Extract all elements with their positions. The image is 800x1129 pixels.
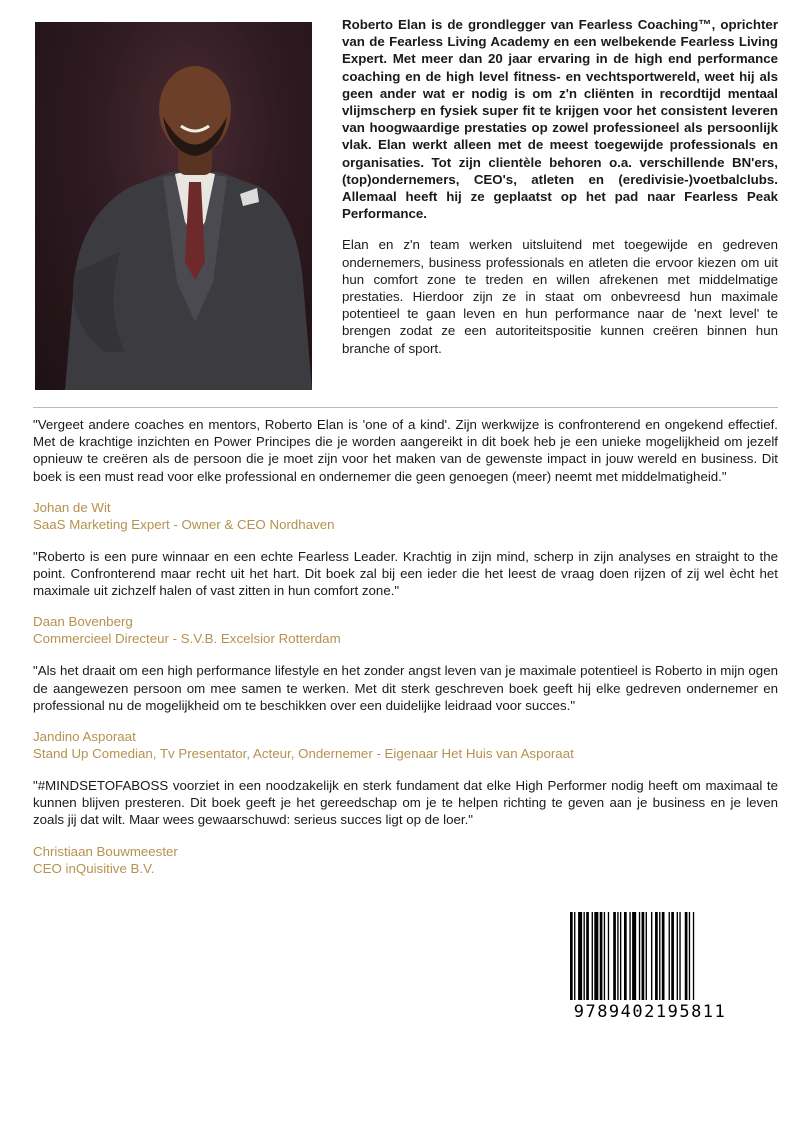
barcode-bar	[632, 912, 636, 1000]
barcode-bar	[671, 912, 674, 1000]
testimonial-author-title: CEO inQuisitive B.V.	[33, 860, 155, 876]
author-portrait-image	[35, 22, 312, 390]
section-divider	[33, 407, 778, 408]
testimonial-quote: "Vergeet andere coaches en mentors, Roberto Elan is 'one of a kind'. Zijn werkwijze is confronterend en ongekend effectief. Met de krachtige inzichten en Power Principes die je worden aangereikt in dit boek heb je een unieke mogelijkheid om jezelf opnieuw te creëren als de persoon die je moet zijn voor het maken van de gewenste impact in jouw wereld en business. Dit boek is een must read voor elke professional en ondernemer die geen genoegen (meer) neemt met middelmatigheid."	[33, 417, 778, 484]
barcode-bar	[629, 912, 630, 1000]
author-photo	[35, 22, 312, 390]
testimonial-author-title: SaaS Marketing Expert - Owner & CEO Nordhaven	[33, 516, 335, 532]
bio-paragraph-1: Roberto Elan is de grondlegger van Fearless Coaching™, oprichter van de Fearless Living Academy en een welbekende Fearless Living Expert. Met meer dan 20 jaar ervaring in de high end performance coaching en de high level fitness- en vechtsportwereld, weet hij als geen ander wat er nodig is om z'n cliënten in recordtijd mentaal vlijmscherp en fysiek super fit te krijgen voor het consistent leveren van hoogwaardige prestaties op zowel professioneel als persoonlijk vlak. Elan werkt alleen met de meest toegewijde professionals en organisaties. Tot zijn clientèle behoren o.a. verschillende BN'ers, (top)ondernemers, CEO's, atleten en (eredivisie-)voetbalclubs. Allemaal heeft hij ze geplaatst op het pad naar Fearless Peak Performance.	[342, 17, 778, 222]
barcode-bar	[685, 912, 688, 1000]
testimonial-author-name: Christiaan Bouwmeester	[33, 843, 178, 859]
testimonial-author-title: Commercieel Directeur - S.V.B. Excelsior Rotterdam	[33, 631, 341, 647]
testimonial-1	[33, 416, 778, 533]
barcode-bar	[592, 912, 593, 1000]
author-bio	[342, 16, 778, 357]
barcode-bar	[662, 912, 665, 1000]
barcode-bar	[659, 912, 660, 1000]
barcode-bar	[693, 912, 694, 1000]
barcode-bar	[669, 912, 670, 1000]
barcode-bar	[679, 912, 680, 1000]
barcode-bar	[584, 912, 585, 1000]
testimonial-author-title: Stand Up Comedian, Tv Presentator, Acteur, Ondernemer - Eigenaar Het Huis van Asporaat	[33, 746, 574, 762]
barcode-bar	[646, 912, 647, 1000]
barcode-bar	[677, 912, 678, 1000]
barcode-bar	[624, 912, 627, 1000]
isbn-number: 9789402195811	[573, 1002, 727, 1022]
barcode-bar	[639, 912, 640, 1000]
barcode-bar	[642, 912, 645, 1000]
testimonial-author-name: Daan Bovenberg	[33, 614, 133, 630]
barcode-bar	[594, 912, 598, 1000]
barcode-bar	[586, 912, 589, 1000]
barcode-bar	[655, 912, 658, 1000]
barcode-bar	[604, 912, 605, 1000]
testimonial-quote: "Als het draait om een high performance lifestyle en het zonder angst leven van je maximale potentieel is Roberto in mijn ogen de aangewezen persoon om mee samen te werken. Met dit sterk geschreven boek geeft hij elke gedreven ondernemer en professional nu de mogelijkheid om te beschikken over een duidelijke leidraad voor succes."	[33, 663, 778, 713]
testimonial-3	[33, 662, 778, 762]
barcode-bar	[651, 912, 652, 1000]
barcode-bars	[566, 912, 734, 1000]
testimonial-2	[33, 548, 778, 648]
barcode-bar	[689, 912, 690, 1000]
testimonial-author-name: Jandino Asporaat	[33, 729, 136, 745]
testimonial-quote: "Roberto is een pure winnaar en een echte Fearless Leader. Krachtig in zijn mind, scherp in zijn analyses en straight to the point. Confronterend maar recht uit het hart. Dit boek zal bij een ieder die het leest de vraag doen rijzen of zij wel ècht het maximale uit zichzelf halen of vast zitten in hun comfort zone."	[33, 548, 778, 599]
barcode-bar	[620, 912, 621, 1000]
testimonial-quote: "#MINDSETOFABOSS voorziet in een noodzakelijk en sterk fundament dat elke High Performer nodig heeft om maximaal te kunnen blijven presteren. Dit boek geeft je het gereedschap om je te helpen richting te geven aan je business en je leven zoals jij dat wilt. Maar wees gewaarschuwd: serieus succes ligt op de loer."	[33, 778, 778, 828]
bio-paragraph-2: Elan en z'n team werken uitsluitend met toegewijde en gedreven ondernemers, business professionals en atleten die ervoor kiezen om uit hun comfort zone te treden en willen afrekenen met middelmatige prestaties. Hierdoor zijn ze in staat om onbevreesd hun maximale potentieel te gaan leven en hun performance naar de 'next level' te brengen zodat ze een autoriteitspositie kunnen creëren binnen hun branche of sport.	[342, 237, 778, 356]
testimonial-4	[33, 777, 778, 877]
barcode-bar	[570, 912, 573, 1000]
barcode-bar	[613, 912, 616, 1000]
barcode-bar	[608, 912, 609, 1000]
barcode-bar	[574, 912, 575, 1000]
testimonial-author-name: Johan de Wit	[33, 499, 111, 515]
barcode-bar	[578, 912, 582, 1000]
testimonials-list	[33, 416, 778, 892]
barcode-bar	[617, 912, 618, 1000]
barcode-bar	[600, 912, 603, 1000]
